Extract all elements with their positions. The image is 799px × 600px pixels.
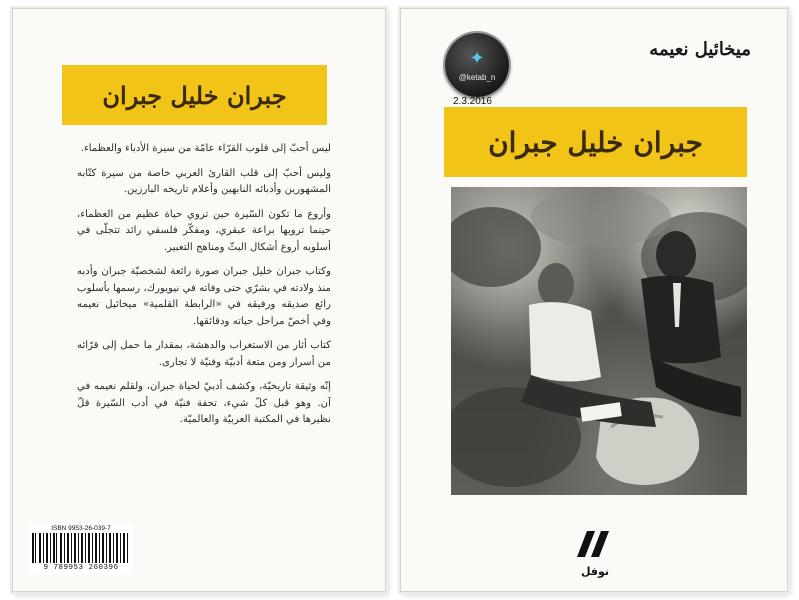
author-name: ميخائيل نعيمه (649, 39, 751, 60)
blurb-paragraph: كتاب أثار من الاستغراب والدهشة، بمقدار ما حمل إلى قرّائه من أسرار ومن متعة أدبيّة وفنيّة لا تجارى. (77, 340, 331, 368)
front-cover-title-band (444, 107, 747, 177)
twitter-handle: @ketab_n (458, 72, 496, 82)
barcode-bars (32, 533, 130, 563)
barcode-bar (89, 533, 90, 563)
barcode-number: 9 789953 260396 (43, 564, 119, 572)
blurb-paragraph: إنّه وثيقة تاريخيّة، وكشف أدبيّ لحياة جبران، ولقلم نعيمه في آن. وهو قبل كلّ شيء، تحفة فنيّة في أدب السّيرة قلّ نظيرها في المكتبة العربيّة والعالميّة. (77, 381, 331, 425)
back-cover-blurb (77, 141, 331, 437)
blurb-paragraph: وكتاب جبران خليل جبران صورة رائعة لشخصيّة جبران وأدبه منذ ولادته في بشرّي حتى وفاته في نيويورك، رسمها بأسلوب رائع صديقه ورفيقه في «الرابطة القلمية» ميخائيل نعيمه وفي أخصّ مراحل حياته ودقائقها. (77, 266, 331, 327)
barcode-bar (103, 533, 104, 563)
back-cover-title-band (62, 65, 327, 125)
publisher-logo (569, 529, 621, 578)
front-cover-title: جبران خليل جبران (488, 125, 703, 159)
blurb-paragraph: وأروع ما تكون السّيرة حين تروي حياة عظيم من العظماء، حينما ترويها براعة عبقري، ومفكّر فلسفي رائد تتجلّى في أسلوبه أروع أشكال البثّ ومناهج التعبير. (77, 208, 331, 253)
twitter-bird-icon: ✦ (469, 47, 485, 69)
barcode (29, 523, 133, 575)
back-cover-title: جبران خليل جبران (102, 80, 287, 110)
publisher-mark-icon (575, 529, 615, 559)
twitter-watermark (445, 33, 509, 97)
photo-illustration (451, 187, 747, 495)
barcode-bar (56, 533, 57, 563)
barcode-bar (74, 533, 75, 563)
watermark-date: 2.3.2016 (453, 96, 492, 107)
blurb-paragraph: وليس أحبّ إلى قلب القارئ العربي خاصة من سيرة كتّابه المشهورين وأدبائه النابهين وأعلام تاريخه البارزين. (77, 167, 331, 195)
barcode-bar (40, 533, 41, 563)
back-cover (12, 8, 386, 592)
blurb-paragraph: ليس أحبّ إلى قلوب القرّاء عامّة من سيرة الأدباء والعظماء. (80, 143, 331, 154)
publisher-name: نوفل (580, 565, 610, 578)
front-cover (400, 8, 788, 592)
cover-photograph (451, 187, 747, 495)
isbn-label: ISBN 9953-26-039-7 (51, 525, 111, 532)
barcode-bar (120, 533, 121, 563)
